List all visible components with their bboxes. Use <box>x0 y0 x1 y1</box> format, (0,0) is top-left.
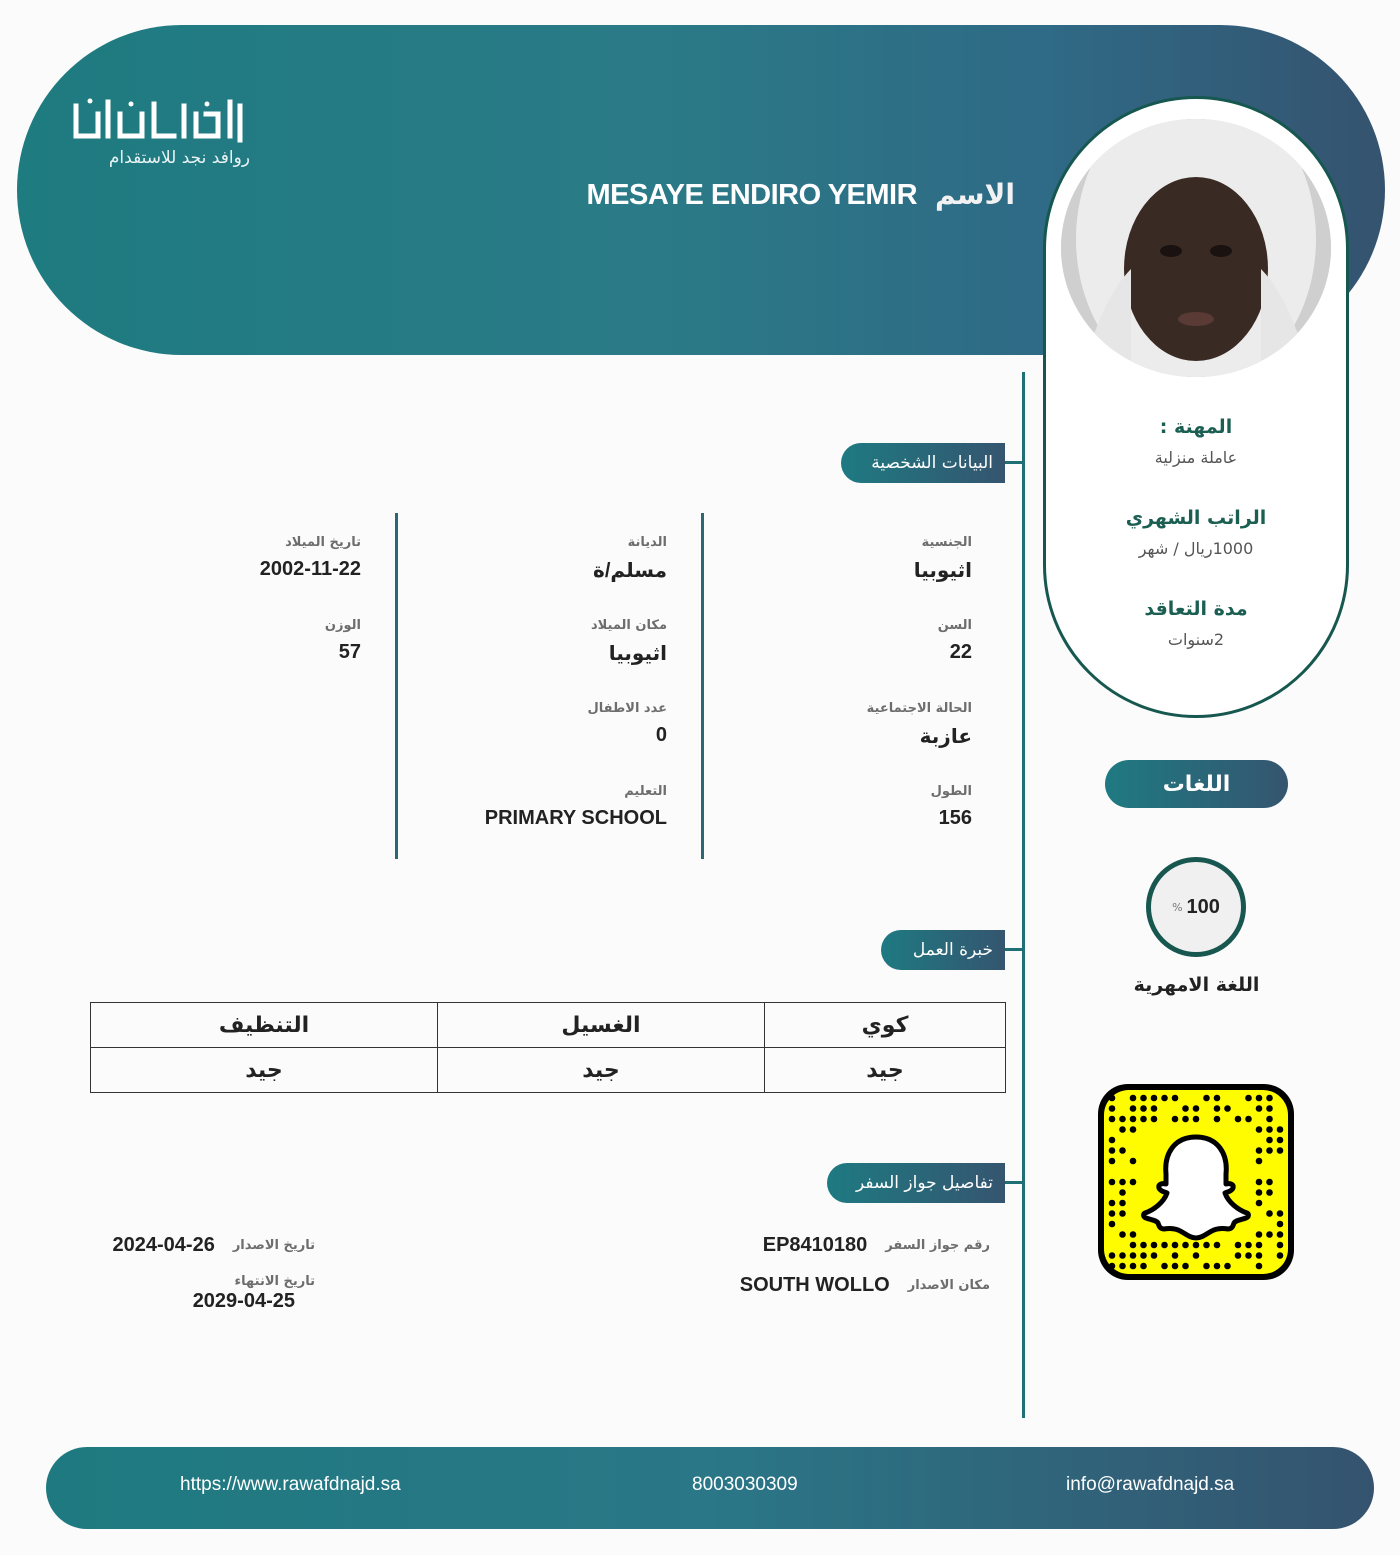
languages-title: اللغات <box>1105 760 1288 808</box>
field-children: عدد الاطفال 0 <box>587 701 667 746</box>
field-nationality: الجنسية اثيوبيا <box>913 535 972 582</box>
snapchat-qr-icon[interactable] <box>1096 1082 1296 1282</box>
level-ironing: جيد <box>765 1048 1006 1093</box>
name-label: الاسم <box>935 178 1015 211</box>
personal-col-1 <box>722 535 972 867</box>
language-name: اللغة الامهرية <box>1133 974 1260 996</box>
vertical-divider <box>1022 372 1025 1418</box>
issue-place-value: SOUTH WOLLO <box>739 1274 890 1296</box>
footer-email-link[interactable]: info@rawafdnajd.sa <box>1066 1474 1235 1495</box>
field-marital-status: الحالة الاجتماعية عازبة <box>866 701 972 748</box>
field-education: التعليم PRIMARY SCHOOL <box>484 784 667 829</box>
profession-field <box>1043 416 1349 467</box>
passport-number-row <box>763 1234 990 1257</box>
footer-website-link[interactable]: https://www.rawafdnajd.sa <box>180 1474 401 1495</box>
language-level-circle <box>1146 857 1246 957</box>
field-height: الطول 156 <box>930 784 972 829</box>
level-washing: جيد <box>438 1048 765 1093</box>
salary-value: 1000ريال / شهر <box>1138 539 1254 558</box>
section-connector <box>1005 1181 1023 1184</box>
contract-value: 2سنوات <box>1167 630 1225 649</box>
worker-photo <box>1061 119 1331 377</box>
passport-number-value: EP8410180 <box>762 1234 868 1256</box>
language-percent: 100 <box>1186 895 1220 918</box>
issue-date-label: تاريخ الاصدار <box>232 1238 315 1253</box>
expiry-date-label: تاريخ الانتهاء <box>234 1274 315 1289</box>
issue-date-value: 2024-04-26 <box>112 1234 215 1256</box>
field-religion: الديانة مسلم/ة <box>593 535 667 582</box>
field-weight: الوزن 57 <box>324 618 361 663</box>
logo-subtitle: روافد نجد للاستقدام <box>108 148 250 168</box>
percent-sign: % <box>1172 900 1183 914</box>
section-connector <box>1005 948 1023 951</box>
issue-place-row <box>740 1274 990 1297</box>
field-age: السن 22 <box>937 618 972 663</box>
section-passport <box>827 1163 1005 1203</box>
personal-col-2 <box>417 535 667 867</box>
section-experience-title: خبرة العمل <box>912 940 993 960</box>
field-birthdate: تاريخ الميلاد 2002-11-22 <box>259 535 361 580</box>
issue-date-row <box>113 1234 315 1257</box>
column-separator <box>701 513 704 859</box>
section-experience <box>881 930 1005 970</box>
salary-field <box>1043 507 1349 558</box>
contract-field <box>1043 598 1349 649</box>
section-connector <box>1005 461 1023 464</box>
skill-washing: الغسيل <box>438 1003 765 1048</box>
passport-number-label: رقم جواز السفر <box>885 1238 990 1253</box>
profession-label: المهنة : <box>1159 416 1233 438</box>
section-personal-title: البيانات الشخصية <box>871 453 993 473</box>
contract-label: مدة التعاقد <box>1144 598 1248 620</box>
profession-value: عاملة منزلية <box>1154 448 1238 467</box>
expiry-date-value: 2029-04-25 <box>192 1290 295 1312</box>
skill-ironing: كوي <box>765 1003 1006 1048</box>
column-separator <box>395 513 398 859</box>
section-personal <box>841 443 1005 483</box>
skill-cleaning: التنظيف <box>91 1003 438 1048</box>
name-row <box>587 178 1015 212</box>
section-passport-title: تفاصيل جواز السفر <box>855 1173 993 1193</box>
footer-phone[interactable]: 8003030309 <box>692 1474 798 1495</box>
salary-label: الراتب الشهري <box>1125 507 1267 529</box>
skills-table <box>90 1002 1006 1093</box>
personal-col-3 <box>111 535 361 701</box>
field-birthplace: مكان الميلاد اثيوبيا <box>590 618 667 665</box>
level-cleaning: جيد <box>91 1048 438 1093</box>
table-row <box>91 1003 1006 1048</box>
worker-name: MESAYE ENDIRO YEMIR <box>586 179 918 211</box>
issue-place-label: مكان الاصدار <box>907 1278 990 1293</box>
table-row <box>91 1048 1006 1093</box>
